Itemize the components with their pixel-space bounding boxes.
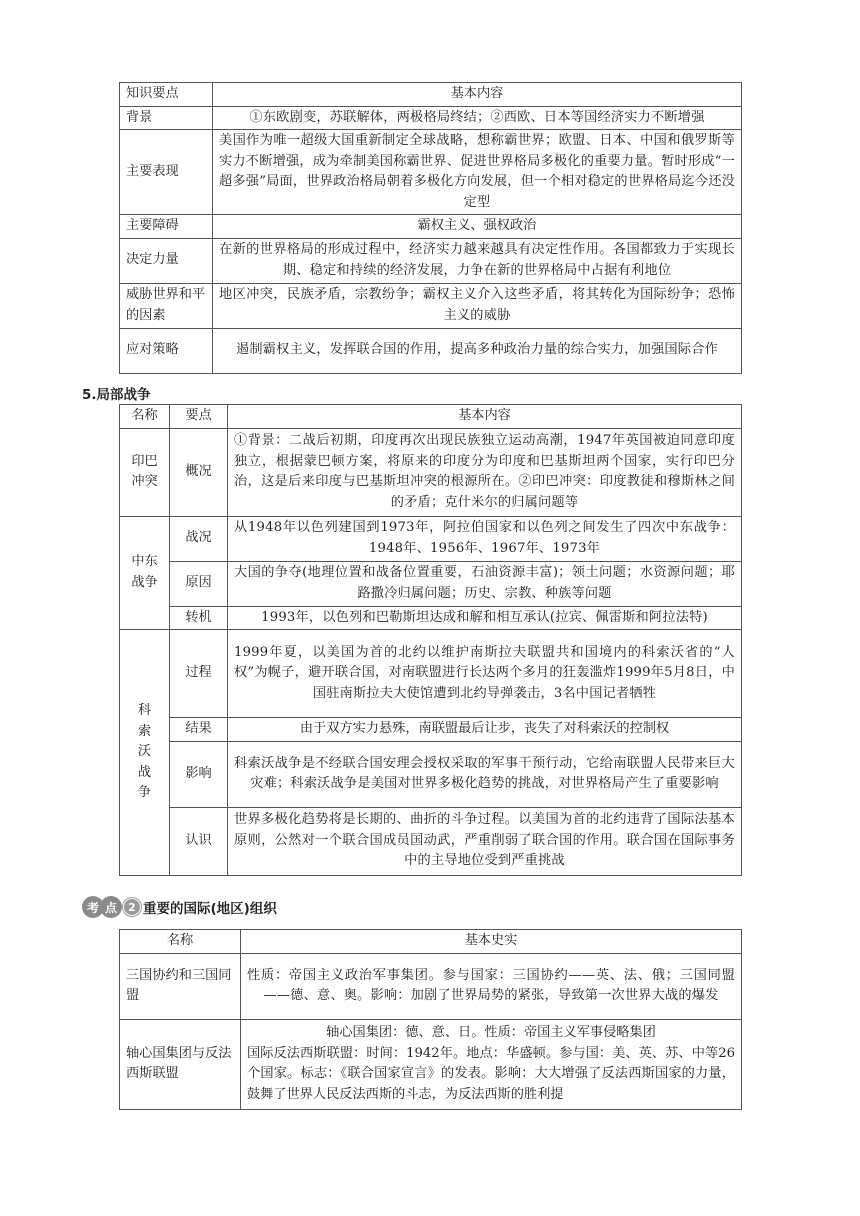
org-name: 轴心国集团与反法西斯联盟 (120, 1019, 241, 1109)
row-content: 霸权主义、强权政治 (213, 215, 742, 239)
knowledge-table (119, 82, 742, 374)
kaodian-number: 2 (123, 898, 141, 916)
kaodian-heading (82, 896, 277, 918)
war-content: 科索沃战争是不经联合国安理会授权采取的军事干预行动，它给南联盟人民带来巨大灾难；科索沃战争是美国对世界多极化趋势的挑战，对世界格局产生了重要影响 (228, 741, 742, 807)
war-point: 概况 (170, 428, 228, 516)
war-point: 过程 (170, 630, 228, 718)
row-content: 美国作为唯一超级大国重新制定全球战略，想称霸世界；欧盟、日本、中国和俄罗斯等实力不断增强，成为牵制美国称霸世界、促进世界格局多极化的重要力量。暂时形成“一超多强”局面，世界政治格局朝着多极化方向发展，但一个相对稳定的世界格局迄今还没定型 (213, 130, 742, 215)
war-name: 印巴冲突 (120, 428, 170, 516)
row-content: 地区冲突，民族矛盾，宗教纷争；霸权主义介入这些矛盾，将其转化为国际纷争；恐怖主义的威胁 (213, 283, 742, 328)
header-org-facts: 基本史实 (241, 930, 742, 954)
org-name: 三国协约和三国同盟 (120, 953, 241, 1019)
org-content-axis: 轴心国集团：德、意、日。性质：帝国主义军事侵略集团 (326, 1025, 656, 1040)
war-content: 1993年，以色列和巴勒斯坦达成和解和相互承认(拉宾、佩雷斯和阿拉法特) (228, 606, 742, 630)
header-knowledge-point: 知识要点 (120, 83, 213, 107)
war-name: 中东战争 (120, 516, 170, 630)
war-content: 1999年夏，以美国为首的北约以维护南斯拉夫联盟共和国境内的科索沃省的“人权”为幌子，避开联合国，对南联盟进行长达两个多月的狂轰滥炸1999年5月8日，中国驻南斯拉夫大使馆遭到北约导弹袭击，3名中国记者牺牲 (228, 630, 742, 718)
war-content: 世界多极化趋势将是长期的、曲折的斗争过程。以美国为首的北约违背了国际法基本原则，公然对一个联合国成员国动武，严重削弱了联合国的作用。联合国在国际事务中的主导地位受到严重挑战 (228, 807, 742, 875)
header-name: 名称 (120, 405, 170, 429)
war-content: ①背景：二战后初期，印度再次出现民族独立运动高潮，1947年英国被迫同意印度独立，根据蒙巴顿方案，将原来的印度分为印度和巴基斯坦两个国家，实行印巴分治，这是后来印度与巴基斯坦冲突的根源所在。②印巴冲突：印度教徒和穆斯林之间的矛盾；克什米尔的归属问题等 (228, 428, 742, 516)
header-basic-content: 基本内容 (213, 83, 742, 107)
header-point: 要点 (170, 405, 228, 429)
row-label: 决定力量 (120, 238, 213, 283)
section-title: 5.局部战争 (82, 387, 151, 403)
org-content-allies: 国际反法西斯联盟：时间：1942年。地点：华盛顿。参与国：美、英、苏、中等26个国家。标志：《联合国家宣言》的发表。影响：大大增强了反法西斯国家的力量，鼓舞了世界人民反法西斯的斗志，为反法西斯的胜利提 (247, 1045, 735, 1102)
kaodian-dian: 点 (100, 896, 122, 918)
row-content: 遏制霸权主义，发挥联合国的作用，提高多种政治力量的综合实力，加强国际合作 (213, 328, 742, 373)
kaodian-kao: 考 (82, 896, 104, 918)
war-point: 转机 (170, 606, 228, 630)
war-point: 影响 (170, 741, 228, 807)
war-content: 大国的争夺(地理位置和战备位置重要，石油资源丰富)；领土问题；水资源问题；耶路撒冷归属问题；历史、宗教、种族等问题 (228, 561, 742, 606)
row-content: ①东欧剧变，苏联解体，两极格局终结；②西欧、日本等国经济实力不断增强 (213, 106, 742, 130)
row-content: 在新的世界格局的形成过程中，经济实力越来越具有决定性作用。各国都致力于实现长期、稳定和持续的经济发展，力争在新的世界格局中占据有利地位 (213, 238, 742, 283)
row-label: 主要障碍 (120, 215, 213, 239)
header-content: 基本内容 (228, 405, 742, 429)
war-name: 科索沃战争 (120, 630, 170, 876)
war-content: 由于双方实力悬殊，南联盟最后让步，丧失了对科索沃的控制权 (228, 718, 742, 742)
kaodian-badge (82, 896, 141, 918)
war-point: 原因 (170, 561, 228, 606)
org-content (241, 1019, 742, 1109)
row-label: 主要表现 (120, 130, 213, 215)
header-org-name: 名称 (120, 930, 241, 954)
war-point: 战况 (170, 516, 228, 561)
war-content: 从1948年以色列建国到1973年，阿拉伯国家和以色列之间发生了四次中东战争：1948年、1956年、1967年、1973年 (228, 516, 742, 561)
war-point: 认识 (170, 807, 228, 875)
kaodian-title: 重要的国际(地区)组织 (143, 901, 277, 917)
organizations-table (119, 929, 742, 1110)
row-label: 应对策略 (120, 328, 213, 373)
org-content: 性质：帝国主义政治军事集团。参与国家：三国协约——英、法、俄；三国同盟——德、意、奥。影响：加剧了世界局势的紧张，导致第一次世界大战的爆发 (241, 953, 742, 1019)
row-label: 威胁世界和平的因素 (120, 283, 213, 328)
row-label: 背景 (120, 106, 213, 130)
local-wars-table (119, 404, 742, 876)
war-point: 结果 (170, 718, 228, 742)
